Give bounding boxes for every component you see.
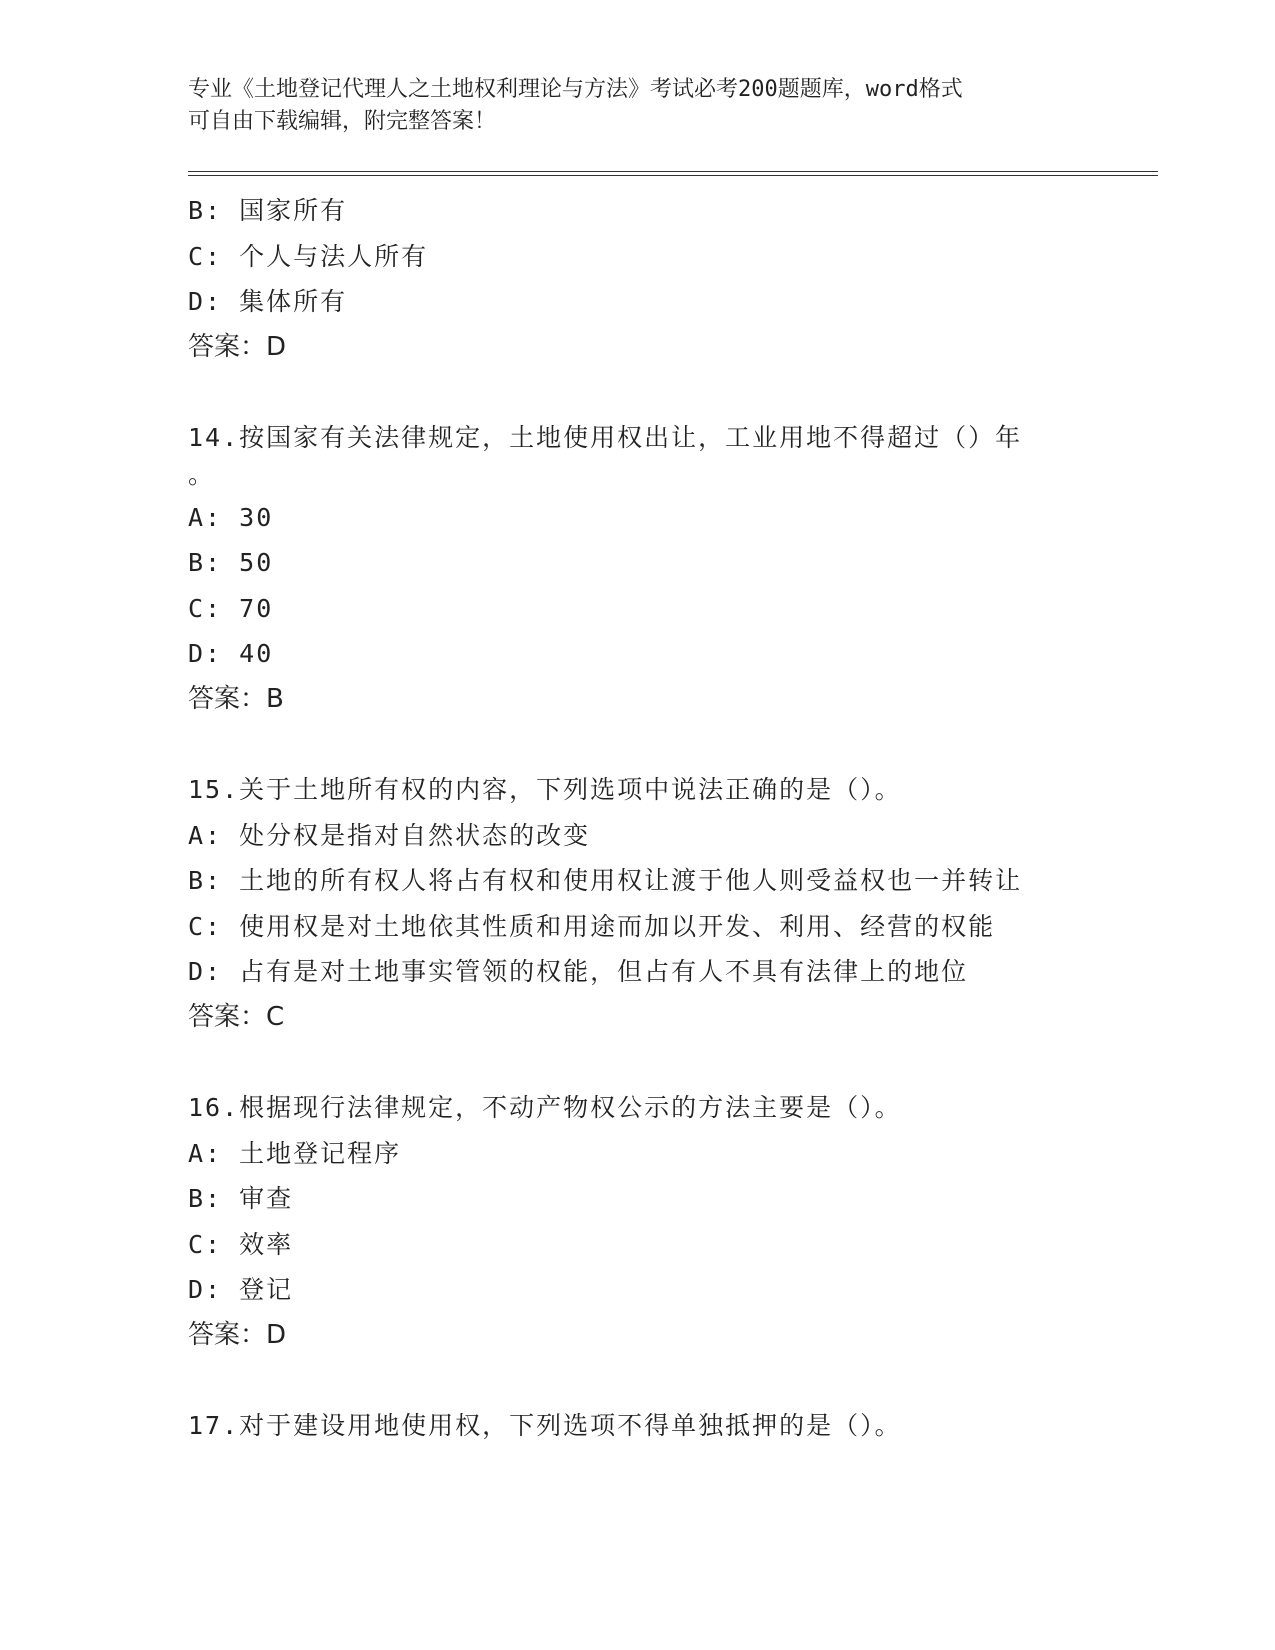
header-title-line-1: 专业《土地登记代理人之土地权利理论与方法》考试必考200题题库，word格式	[188, 77, 963, 102]
option-b: B: 土地的所有权人将占有权和使用权让渡于他人则受益权也一并转让	[188, 866, 1023, 895]
option-a: A: 处分权是指对自然状态的改变	[188, 820, 591, 850]
option-d: D: 集体所有	[188, 287, 348, 316]
spacer	[188, 722, 1088, 767]
option-b: B: 审查	[188, 1184, 294, 1213]
spacer	[188, 370, 1088, 415]
question-text: 16.根据现行法律规定，不动产物权公示的方法主要是（）。	[188, 1093, 902, 1122]
header-title-line-2: 可自由下载编辑，附完整答案！	[188, 109, 497, 134]
question-text-continued: 。	[188, 459, 216, 489]
question-block-15	[188, 767, 1088, 1040]
question-list	[188, 188, 1088, 1449]
option-b: B: 国家所有	[188, 196, 348, 225]
spacer	[188, 1358, 1088, 1403]
option-c: C: 70	[188, 593, 274, 623]
answer: 答案：B	[188, 683, 284, 714]
question-block-13	[188, 188, 1088, 370]
answer: 答案：D	[188, 1319, 287, 1350]
option-b: B: 50	[188, 548, 274, 577]
option-c: C: 效率	[188, 1229, 294, 1259]
question-block-16	[188, 1085, 1088, 1358]
option-d: D: 占有是对土地事实管领的权能，但占有人不具有法律上的地位	[188, 957, 969, 986]
answer: 答案：C	[188, 1001, 285, 1032]
option-c: C: 使用权是对土地依其性质和用途而加以开发、利用、经营的权能	[188, 911, 996, 941]
answer: 答案：D	[188, 331, 287, 362]
spacer	[188, 1040, 1088, 1085]
header-rule-top	[188, 171, 1158, 172]
question-block-17	[188, 1403, 1088, 1449]
option-d: D: 40	[188, 639, 274, 668]
document-header	[188, 74, 1088, 138]
option-c: C: 个人与法人所有	[188, 241, 429, 271]
question-text: 14.按国家有关法律规定，土地使用权出让，工业用地不得超过（）年	[188, 423, 1023, 452]
option-d: D: 登记	[188, 1275, 294, 1304]
option-a: A: 土地登记程序	[188, 1138, 402, 1168]
question-block-14	[188, 415, 1088, 722]
option-a: A: 30	[188, 502, 274, 532]
question-text: 15.关于土地所有权的内容，下列选项中说法正确的是（）。	[188, 775, 902, 804]
header-rule-bottom	[188, 175, 1158, 176]
question-text: 17.对于建设用地使用权，下列选项不得单独抵押的是（）。	[188, 1411, 902, 1440]
